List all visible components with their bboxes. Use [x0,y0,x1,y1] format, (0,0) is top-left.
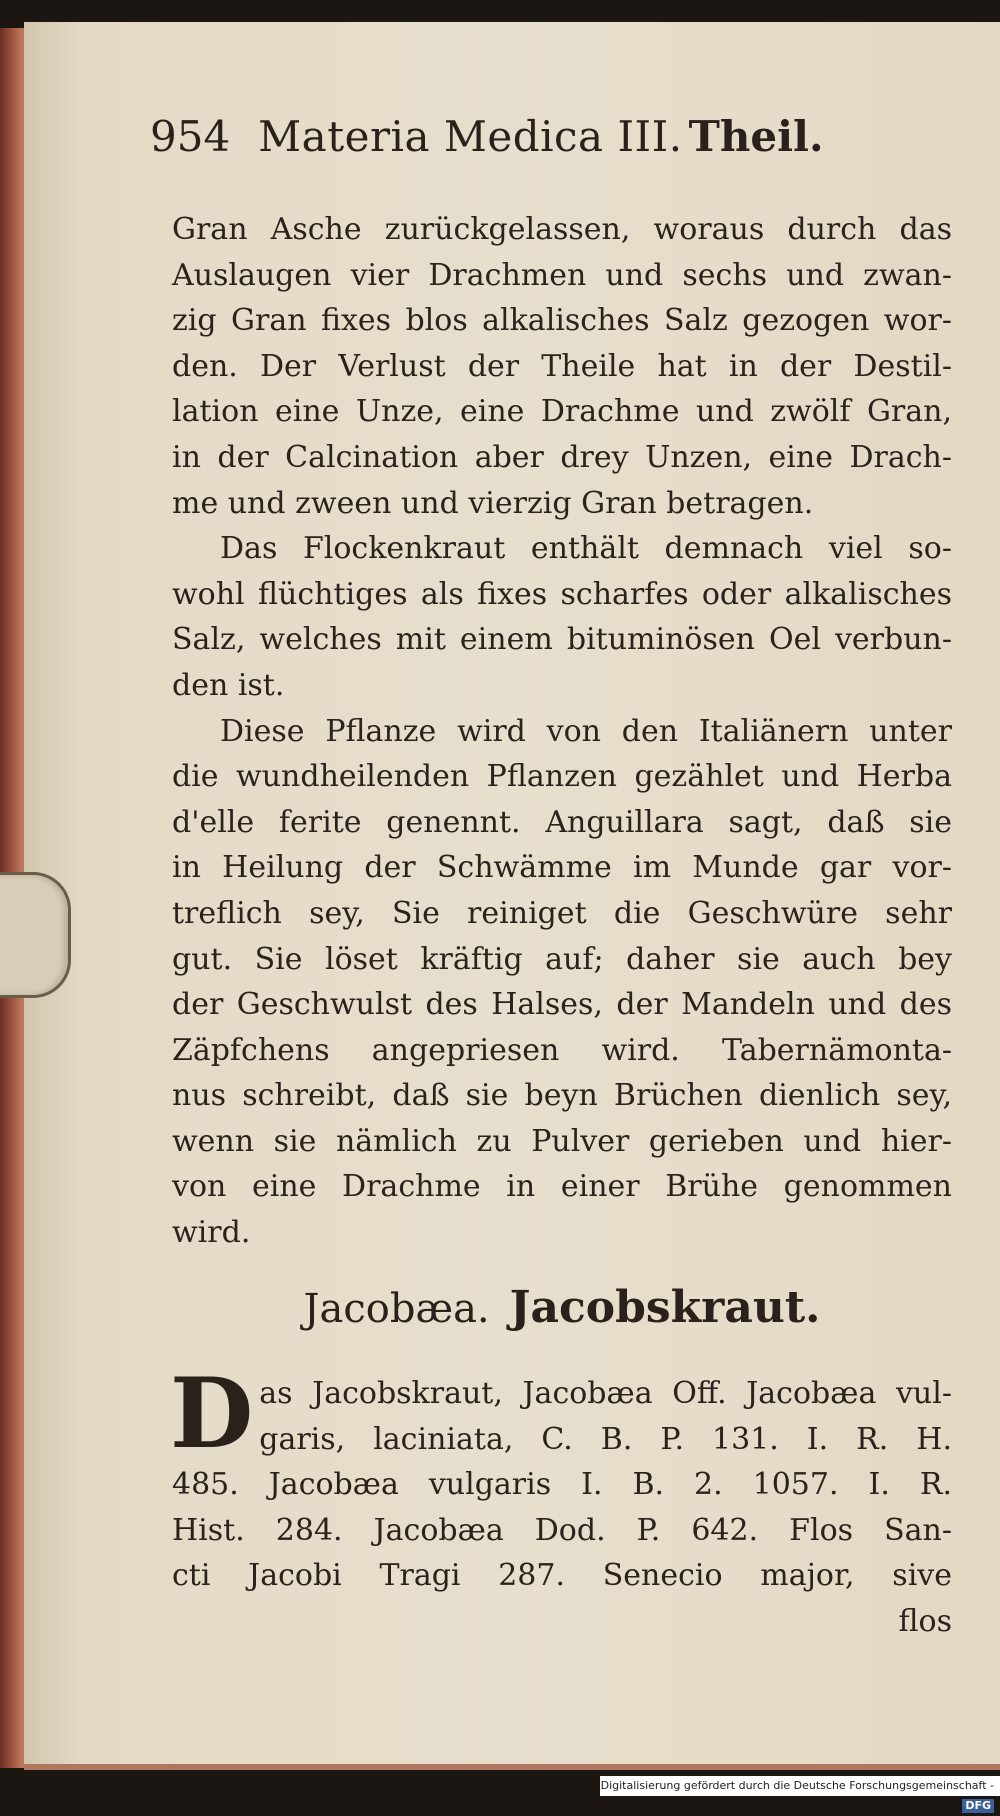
body-text [172,207,952,1256]
text-line: gut. Sie löset kräftig auf; daher sie auch bey [172,941,952,977]
text-line: nus schreibt, daß sie beyn Brüchen dienlich sey, [172,1078,952,1114]
text-line: treflich sey, Sie reiniget die Geschwüre sehr [172,895,952,931]
text-line: zig Gran fixes blos alkalisches Salz gezogen wor- [172,303,952,339]
text-line: den. Der Verlust der Theile hat in der Destil- [172,348,952,384]
text-line: wird. [172,1215,251,1251]
text-line: me und zween und vierzig Gran betragen. [172,485,814,521]
text-line: wohl flüchtiges als fixes scharfes oder alkalisches [172,576,952,612]
page-number: 954 [150,112,231,161]
text-line: Zäpfchens angepriesen wird. Tabernämonta- [172,1032,952,1068]
text-line: garis, laciniata, C. B. P. 131. I. R. H. [259,1421,952,1457]
dfg-logo: DFG [962,1799,994,1813]
running-part: Theil. [688,112,824,161]
text-line: Das Flockenkraut enthält demnach viel so- [220,531,952,567]
paragraph-3 [172,709,952,1256]
text-line: Gran Asche zurückgelassen, woraus durch das [172,212,952,247]
heading-latin: Jacobæa. [303,1286,490,1332]
text-line: der Geschwulst des Halses, der Mandeln und des [172,987,952,1023]
text-line: in Heilung der Schwämme im Munde gar vor- [172,850,952,886]
text-line: Salz, welches mit einem bituminösen Oel verbun- [172,622,952,658]
digitization-credit [600,1776,1000,1812]
text-line: den ist. [172,667,285,703]
text-line: lation eine Unze, eine Drachme und zwölf Gran, [172,394,952,430]
drop-cap: D [170,1357,254,1470]
running-head [150,112,850,182]
paragraph-1 [172,207,952,526]
paragraph-2 [172,526,952,708]
text-line: die wundheilenden Pflanzen gezählet und Herba [172,759,952,795]
credit-text: Digitalisierung gefördert durch die Deutsche Forschungsgemeinschaft - [600,1779,994,1792]
text-line: as Jacobskraut, Jacobæa Off. Jacobæa vul- [259,1376,952,1411]
text-line: von eine Drachme in einer Brühe genommen [172,1169,952,1205]
text-line: Auslaugen vier Drachmen und sechs und zwan- [172,257,952,293]
text-line: Diese Pflanze wird von den Italiänern unter [220,713,952,749]
section-heading [172,1282,952,1352]
text-line: wenn sie nämlich zu Pulver gerieben und hier- [172,1123,952,1159]
heading-german: Jacobskraut. [509,1282,821,1333]
entry-text [170,1357,952,1644]
running-title: Materia Medica III. [258,112,683,161]
text-line: d'elle ferite genennt. Anguillara sagt, daß sie [172,804,952,840]
text-line: Hist. 284. Jacobæa Dod. P. 642. Flos San- [172,1512,952,1548]
bookmark-tab [0,872,71,998]
text-line: in der Calcination aber drey Unzen, eine Drach- [172,439,952,475]
text-line: cti Jacobi Tragi 287. Senecio major, sive [172,1558,952,1594]
catchword: flos [898,1603,952,1639]
text-line: 485. Jacobæa vulgaris I. B. 2. 1057. I. R. [172,1467,952,1503]
